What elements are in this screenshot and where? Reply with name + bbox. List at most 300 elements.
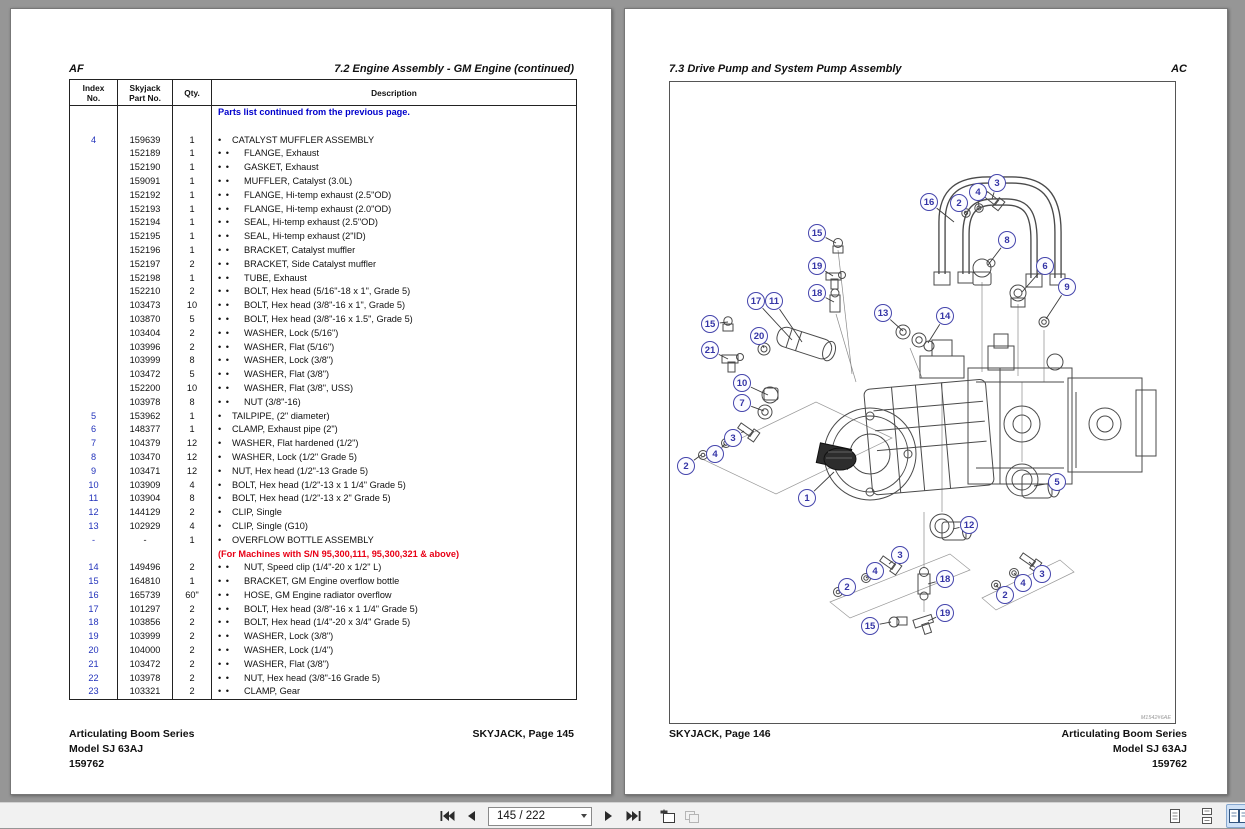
bullet-marker: • • [218,299,244,313]
callout-3: 3 [988,174,1006,192]
page-146 [624,8,1228,795]
part-number-cell: 164810 [118,575,173,589]
parts-row [70,285,577,299]
index-cell [70,230,118,244]
qty-cell: 4 [173,479,212,493]
bullet-marker: • [218,520,232,534]
parts-row [70,272,577,286]
section-title-right: 7.3 Drive Pump and System Pump Assembly [669,63,902,75]
description-cell [212,561,577,575]
description-cell [212,396,577,410]
qty-cell: 2 [173,685,212,699]
qty-cell: 1 [173,203,212,217]
index-cell: 13 [70,520,118,534]
callout-4: 4 [866,562,884,580]
description-text: BRACKET, GM Engine overflow bottle [244,576,399,586]
description-text: WASHER, Lock (1/4") [244,645,333,655]
part-number-cell: 103909 [118,479,173,493]
description-cell [212,630,577,644]
callout-9: 9 [1058,278,1076,296]
description-cell [212,203,577,217]
last-page-button[interactable] [622,805,644,827]
callout-18: 18 [808,284,826,302]
spacer-row [70,120,577,134]
parts-row [70,561,577,575]
description-text: BOLT, Hex head (1/4"-20 x 3/4" Grade 5) [244,617,410,627]
description-text: SEAL, Hi-temp exhaust (2.5"OD) [244,217,378,227]
description-cell [212,382,577,396]
index-cell: 17 [70,603,118,617]
callout-3: 3 [891,546,909,564]
index-cell: - [70,534,118,548]
parts-row [70,147,577,161]
qty-cell: 5 [173,313,212,327]
parts-row [70,506,577,520]
qty-cell: 8 [173,354,212,368]
description-text: CLIP, Single (G10) [232,521,308,531]
description-text: FLANGE, Hi-temp exhaust (2.0"OD) [244,204,391,214]
page-146-footer [669,727,1187,772]
callout-2: 2 [996,586,1014,604]
qty-cell: 12 [173,465,212,479]
description-text: BOLT, Hex head (3/8"-16 x 1.5", Grade 5) [244,314,413,324]
part-number-cell: 103999 [118,630,173,644]
col-header-index: Index No. [70,80,118,106]
description-cell [212,423,577,437]
description-text: FLANGE, Exhaust [244,148,319,158]
next-page-button[interactable] [598,805,620,827]
qty-cell: 1 [173,147,212,161]
description-text: WASHER, Flat (3/8") [244,659,329,669]
qty-cell: 10 [173,382,212,396]
last-page-icon [626,810,641,822]
parts-row [70,410,577,424]
qty-cell: 2 [173,341,212,355]
callout-3: 3 [1033,565,1051,583]
description-cell [212,465,577,479]
qty-cell: 12 [173,437,212,451]
callout-7: 7 [733,394,751,412]
part-number-cell: 159091 [118,175,173,189]
figure-code-label: M1542#6AE [1141,715,1171,721]
index-cell [70,203,118,217]
part-number-cell: 103471 [118,465,173,479]
qty-cell: 2 [173,630,212,644]
bullet-marker: • • [218,244,244,258]
index-cell: 15 [70,575,118,589]
description-cell [212,147,577,161]
description-cell [212,548,577,562]
parts-row [70,534,577,548]
page-145 [10,8,612,795]
description-cell [212,244,577,258]
index-cell: 9 [70,465,118,479]
continuation-note: Parts list continued from the previous page. [218,107,410,117]
bullet-marker: • • [218,354,244,368]
page-number-input[interactable] [489,810,577,822]
bullet-marker: • [218,423,232,437]
part-number-cell: 152196 [118,244,173,258]
description-cell [212,616,577,630]
parts-row [70,520,577,534]
callout-15: 15 [861,617,879,635]
callout-17: 17 [747,292,765,310]
callout-4: 4 [1014,574,1032,592]
index-cell [70,354,118,368]
parts-row [70,479,577,493]
description-cell [212,313,577,327]
description-text: WASHER, Lock (3/8") [244,631,333,641]
callout-21: 21 [701,341,719,359]
description-cell [212,299,577,313]
parts-row [70,382,577,396]
qty-cell: 2 [173,561,212,575]
part-number-cell: 152194 [118,216,173,230]
description-text: SEAL, Hi-temp exhaust (2"ID) [244,231,366,241]
qty-cell: 2 [173,603,212,617]
description-cell [212,161,577,175]
doc-id-block: Articulating Boom Series Model SJ 63AJ 159762 [69,727,194,772]
col-header-part-no: Skyjack Part No. [118,80,173,106]
bullet-marker: • • [218,672,244,686]
description-text: BRACKET, Side Catalyst muffler [244,259,376,269]
part-number-cell: 102929 [118,520,173,534]
bullet-marker: • • [218,216,244,230]
qty-cell: 1 [173,161,212,175]
callout-8: 8 [998,231,1016,249]
description-text: TAILPIPE, (2" diameter) [232,411,330,421]
description-text: BOLT, Hex head (1/2"-13 x 1 1/4" Grade 5) [232,480,406,490]
bullet-marker: • • [218,589,244,603]
parts-row [70,134,577,148]
section-code-left: AF [69,63,84,75]
index-cell [70,396,118,410]
continuous-view-button[interactable] [1194,804,1220,828]
qty-cell: 10 [173,299,212,313]
part-number-cell: - [118,534,173,548]
page-layout-group [1162,803,1245,829]
callout-13: 13 [874,304,892,322]
qty-cell: 1 [173,216,212,230]
parts-row [70,341,577,355]
description-cell [212,258,577,272]
qty-cell: 12 [173,451,212,465]
part-number-cell: 148377 [118,423,173,437]
bullet-marker: • [218,534,232,548]
description-cell [212,437,577,451]
description-cell [212,368,577,382]
viewer-toolbar [0,802,1245,828]
index-cell [70,147,118,161]
callout-3: 3 [724,429,742,447]
description-cell [212,230,577,244]
bullet-marker: • • [218,685,244,699]
description-cell [212,520,577,534]
index-cell [70,258,118,272]
description-cell [212,189,577,203]
description-cell [212,106,577,120]
part-number-cell [118,120,173,134]
description-text: BOLT, Hex head (3/8"-16 x 1 1/4" Grade 5) [244,604,418,614]
previous-page-button[interactable] [460,805,482,827]
first-page-button[interactable] [436,805,458,827]
bullet-marker: • • [218,272,244,286]
index-cell: 14 [70,561,118,575]
parts-row [70,203,577,217]
description-cell [212,272,577,286]
part-number-cell: 104000 [118,644,173,658]
parts-row [70,451,577,465]
index-cell [70,382,118,396]
part-number-cell: 103996 [118,341,173,355]
qty-cell: 2 [173,506,212,520]
part-number-cell: 152193 [118,203,173,217]
description-text: NUT, Hex head (1/2"-13 Grade 5) [232,466,368,476]
callout-5: 5 [1048,473,1066,491]
bullet-marker: • • [218,382,244,396]
callout-19: 19 [808,257,826,275]
parts-row [70,685,577,699]
callout-4: 4 [706,445,724,463]
previous-page-icon [466,810,476,822]
index-cell: 4 [70,134,118,148]
qty-cell [173,548,212,562]
index-cell [70,106,118,120]
index-cell [70,175,118,189]
part-number-cell: 152192 [118,189,173,203]
page-dropdown-caret-icon[interactable] [577,808,591,825]
index-cell [70,327,118,341]
part-number-cell: 159639 [118,134,173,148]
part-number-cell: 152195 [118,230,173,244]
description-cell [212,644,577,658]
description-cell [212,451,577,465]
part-number-cell: 152190 [118,161,173,175]
single-page-view-button[interactable] [1162,804,1188,828]
part-number-cell: 103870 [118,313,173,327]
bullet-marker: • • [218,189,244,203]
bullet-marker: • [218,410,232,424]
part-number-cell: 103856 [118,616,173,630]
callout-11: 11 [765,292,783,310]
index-cell [70,244,118,258]
qty-cell: 1 [173,534,212,548]
index-cell: 22 [70,672,118,686]
bullet-marker: • • [218,341,244,355]
new-window-icon [659,809,676,824]
index-cell: 7 [70,437,118,451]
description-cell [212,506,577,520]
description-cell [212,341,577,355]
part-number-cell: 152210 [118,285,173,299]
page-number-label: SKYJACK, Page 146 [669,727,771,742]
qty-cell: 2 [173,258,212,272]
description-text: TUBE, Exhaust [244,273,307,283]
bullet-marker: • [218,492,232,506]
index-cell [70,161,118,175]
parts-row [70,354,577,368]
bullet-marker: • • [218,147,244,161]
parts-row [70,616,577,630]
qty-cell: 1 [173,189,212,203]
bullet-marker: • • [218,630,244,644]
index-cell [70,368,118,382]
index-cell [70,189,118,203]
bullet-marker: • • [218,658,244,672]
callout-1: 1 [798,489,816,507]
qty-cell: 1 [173,272,212,286]
page-145-footer [69,727,574,772]
callout-18: 18 [936,570,954,588]
callout-4: 4 [969,183,987,201]
description-text: CLAMP, Exhaust pipe (2") [232,424,338,434]
parts-row [70,313,577,327]
new-window-button[interactable] [656,805,678,827]
facing-pages-view-button[interactable] [1226,804,1245,828]
bullet-marker: • • [218,230,244,244]
bullet-marker: • • [218,561,244,575]
section-code-right: AC [1171,63,1187,75]
bullet-marker: • [218,479,232,493]
part-number-cell: 103404 [118,327,173,341]
description-text: WASHER, Lock (1/2" Grade 5) [232,452,357,462]
description-cell [212,120,577,134]
part-number-cell: 103978 [118,672,173,686]
index-cell [70,548,118,562]
qty-cell: 8 [173,492,212,506]
bullet-marker: • • [218,575,244,589]
index-cell: 5 [70,410,118,424]
parts-table-body [70,106,577,700]
bullet-marker: • [218,134,232,148]
index-cell [70,341,118,355]
facing-pages-icon [1229,808,1245,824]
description-cell [212,492,577,506]
description-text: FLANGE, Hi-temp exhaust (2.5"OD) [244,190,391,200]
index-cell [70,272,118,286]
parts-row [70,603,577,617]
part-number-cell: 103999 [118,354,173,368]
index-cell: 12 [70,506,118,520]
description-cell [212,658,577,672]
description-text: BOLT, Hex head (3/8"-16 x 1", Grade 5) [244,300,405,310]
index-cell [70,299,118,313]
window-cascade-button[interactable] [680,805,702,827]
bullet-marker: • • [218,313,244,327]
parts-row [70,327,577,341]
qty-cell: 1 [173,410,212,424]
index-cell: 19 [70,630,118,644]
part-number-cell: 149496 [118,561,173,575]
serial-number-note: (For Machines with S/N 95,300,111, 95,300,321 & above) [218,549,459,559]
continuous-view-icon [1200,808,1214,824]
bullet-marker: • • [218,175,244,189]
page-nav-group [436,803,702,829]
part-number-cell: 103470 [118,451,173,465]
part-number-cell: 103472 [118,368,173,382]
page-number-combobox[interactable] [488,807,592,826]
description-cell [212,134,577,148]
description-text: CLAMP, Gear [244,686,300,696]
index-cell: 16 [70,589,118,603]
bullet-marker: • • [218,368,244,382]
qty-cell: 2 [173,658,212,672]
bullet-marker: • • [218,603,244,617]
parts-row [70,658,577,672]
description-cell [212,354,577,368]
parts-row [70,437,577,451]
callout-2: 2 [677,457,695,475]
description-text: BRACKET, Catalyst muffler [244,245,355,255]
part-number-cell: 153962 [118,410,173,424]
description-text: WASHER, Flat hardened (1/2") [232,438,359,448]
parts-row [70,368,577,382]
first-page-icon [440,810,455,822]
description-cell [212,216,577,230]
callout-16: 16 [920,193,938,211]
description-text: CATALYST MUFFLER ASSEMBLY [232,135,374,145]
index-cell: 6 [70,423,118,437]
part-number-cell: 103978 [118,396,173,410]
window-cascade-icon [683,809,700,824]
qty-cell: 8 [173,396,212,410]
index-cell: 20 [70,644,118,658]
bullet-marker: • [218,437,232,451]
description-text: NUT, Hex head (3/8"-16 Grade 5) [244,673,380,683]
qty-cell: 2 [173,644,212,658]
next-page-icon [604,810,614,822]
description-text: MUFFLER, Catalyst (3.0L) [244,176,352,186]
qty-cell: 1 [173,230,212,244]
bullet-marker: • • [218,396,244,410]
description-cell [212,685,577,699]
description-text: OVERFLOW BOTTLE ASSEMBLY [232,535,374,545]
parts-row [70,396,577,410]
qty-cell: 2 [173,672,212,686]
qty-cell: 5 [173,368,212,382]
col-header-qty: Qty. [173,80,212,106]
callout-14: 14 [936,307,954,325]
index-cell: 8 [70,451,118,465]
index-cell [70,285,118,299]
callout-10: 10 [733,374,751,392]
qty-cell: 1 [173,175,212,189]
part-number-cell: 152200 [118,382,173,396]
bullet-marker: • • [218,327,244,341]
col-header-description: Description [212,80,577,106]
description-cell [212,327,577,341]
page-145-header [69,63,574,75]
qty-cell: 2 [173,327,212,341]
description-text: BOLT, Hex head (1/2"-13 x 2" Grade 5) [232,493,391,503]
index-cell [70,313,118,327]
part-number-cell: 165739 [118,589,173,603]
description-text: WASHER, Flat (3/8", USS) [244,383,353,393]
description-cell [212,479,577,493]
callout-6: 6 [1036,257,1054,275]
callout-15: 15 [808,224,826,242]
part-number-cell: 101297 [118,603,173,617]
description-text: BOLT, Hex head (5/16"-18 x 1", Grade 5) [244,286,410,296]
description-cell [212,410,577,424]
description-text: NUT (3/8"-16) [244,397,301,407]
qty-cell [173,120,212,134]
part-number-cell: 103904 [118,492,173,506]
qty-cell: 60" [173,589,212,603]
callout-15: 15 [701,315,719,333]
parts-row [70,644,577,658]
callout-2: 2 [950,194,968,212]
